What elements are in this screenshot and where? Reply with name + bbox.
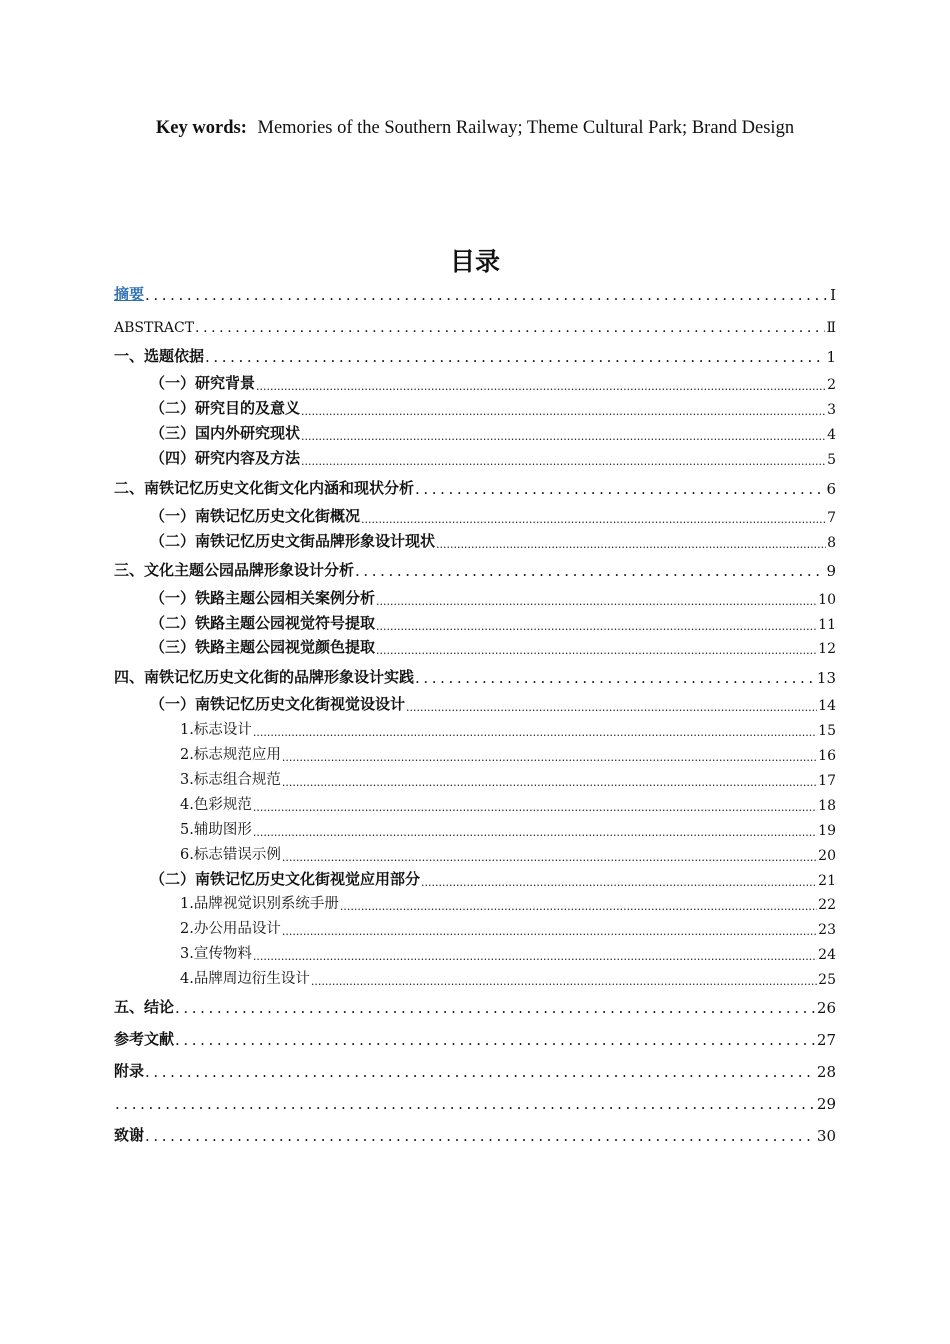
- toc-entry[interactable]: [150, 527, 836, 551]
- toc-entry-label: （一）南铁记忆历史文化街概况: [150, 507, 361, 525]
- toc-entry[interactable]: [114, 993, 836, 1017]
- toc-leader: [361, 508, 826, 526]
- toc-leader: [145, 286, 829, 304]
- toc-entry[interactable]: [180, 914, 836, 938]
- toc-entry-page: 16: [818, 748, 836, 764]
- toc-entry-label: 三、文化主题公园品牌形象设计分析: [114, 561, 355, 579]
- toc-entry[interactable]: [150, 609, 836, 633]
- toc-entry-label: （一）铁路主题公园相关案例分析: [150, 589, 376, 607]
- toc-entry-label[interactable]: 摘要: [114, 285, 145, 303]
- toc-entry-label: 二、南铁记忆历史文化街文化内涵和现状分析: [114, 479, 415, 497]
- toc-entry[interactable]: [180, 939, 836, 963]
- toc-entry-page: 25: [818, 972, 836, 988]
- toc-entry-page: Ⅱ: [826, 320, 836, 336]
- toc-leader: [436, 533, 826, 551]
- toc-entry-label: （四）研究内容及方法: [150, 449, 301, 467]
- toc-entry-label: 3.标志组合规范: [180, 772, 281, 788]
- toc-entry[interactable]: [150, 419, 836, 443]
- toc-entry-label: 四、南铁记忆历史文化街的品牌形象设计实践: [114, 668, 415, 686]
- toc-entry-page: 12: [818, 641, 836, 657]
- toc-entry-page: 2: [827, 377, 836, 393]
- toc-entry-page: 5: [827, 452, 836, 468]
- toc-leader: [145, 1063, 816, 1081]
- toc-entry[interactable]: [150, 633, 836, 657]
- toc-entry-label: 3.宣传物料: [180, 946, 252, 962]
- toc-leader: [415, 669, 816, 687]
- toc-leader: [175, 999, 816, 1017]
- toc-entry-page: 20: [818, 848, 836, 864]
- toc-entry-page: 14: [818, 698, 836, 714]
- toc-leader: [376, 590, 817, 608]
- toc-entry-label: （二）铁路主题公园视觉符号提取: [150, 614, 376, 632]
- toc-leader: [282, 846, 817, 864]
- toc-entry-label: 1.标志设计: [180, 722, 252, 738]
- toc-entry-label: 参考文献: [114, 1030, 175, 1048]
- toc-entry-label: 附录: [114, 1062, 145, 1080]
- toc-leader: [253, 796, 817, 814]
- toc-entry-page: 10: [818, 592, 836, 608]
- toc-entry[interactable]: [180, 790, 836, 814]
- toc-entry[interactable]: [114, 1025, 836, 1049]
- toc-leader: [195, 318, 825, 336]
- toc-entry[interactable]: [180, 740, 836, 764]
- toc-entry-label: （二）南铁记忆历史文化街视觉应用部分: [150, 870, 421, 888]
- toc-entry-label: ABSTRACT: [114, 320, 195, 336]
- toc-entry-page: 8: [827, 535, 836, 551]
- toc-entry-page: 9: [826, 562, 836, 580]
- toc-leader: [145, 1127, 816, 1145]
- toc-entry-page: 7: [827, 510, 836, 526]
- toc-entry-label: 一、选题依据: [114, 347, 205, 365]
- toc-leader: [205, 348, 825, 366]
- toc-leader: [355, 562, 825, 580]
- toc-leader: [253, 721, 817, 739]
- toc-leader: [406, 696, 817, 714]
- toc-entry[interactable]: [114, 1057, 836, 1081]
- toc-leader: [175, 1031, 816, 1049]
- toc-entry-page: 27: [816, 1031, 836, 1049]
- toc-entry-page: 26: [816, 999, 836, 1017]
- toc-leader: [301, 425, 826, 443]
- keywords-label: Key words:: [155, 118, 247, 138]
- toc-leader: [253, 821, 817, 839]
- toc-entry[interactable]: [150, 444, 836, 468]
- toc-entry-label: 2.标志规范应用: [180, 747, 281, 763]
- toc-title: 目录: [449, 247, 500, 276]
- toc-entry[interactable]: [150, 369, 836, 393]
- toc-entry-page: 3: [827, 402, 836, 418]
- toc-entry[interactable]: [180, 815, 836, 839]
- toc-entry-page: 28: [816, 1063, 836, 1081]
- keywords-line: [0, 118, 950, 139]
- toc-entry-abstract-en[interactable]: [114, 312, 836, 336]
- toc-entry[interactable]: [180, 889, 836, 913]
- toc-entry[interactable]: [180, 765, 836, 789]
- toc-entry-label: （二）研究目的及意义: [150, 399, 301, 417]
- toc-entry-page: 23: [818, 922, 836, 938]
- toc-entry[interactable]: [180, 840, 836, 864]
- toc-entry-page: 19: [818, 823, 836, 839]
- toc-entry-label: 5.辅助图形: [180, 822, 252, 838]
- toc-entry-page: 13: [816, 669, 836, 687]
- toc-entry[interactable]: [180, 715, 836, 739]
- toc-entry-label: （三）国内外研究现状: [150, 424, 301, 442]
- toc-entry-page: 29: [816, 1095, 836, 1113]
- toc-entry[interactable]: [114, 663, 836, 687]
- toc-leader: [340, 895, 817, 913]
- toc-entry[interactable]: [180, 964, 836, 988]
- toc-leader: [421, 871, 817, 889]
- toc-leader: [311, 970, 817, 988]
- toc-entry-label: 4.品牌周边衍生设计: [180, 971, 310, 987]
- toc-entry-label: （三）铁路主题公园视觉颜色提取: [150, 638, 376, 656]
- toc-entry[interactable]: [150, 584, 836, 608]
- toc-entry-label: 致谢: [114, 1126, 145, 1144]
- toc-entry-label: 2.办公用品设计: [180, 921, 281, 937]
- toc-entry[interactable]: [114, 1121, 836, 1145]
- toc-entry[interactable]: [114, 1089, 836, 1113]
- toc-entry-page: 15: [818, 723, 836, 739]
- toc-leader: [301, 450, 826, 468]
- toc-entry-page: 11: [818, 617, 836, 633]
- toc-leader: [282, 771, 817, 789]
- toc-entry-label: （一）研究背景: [150, 374, 256, 392]
- toc-entry-page: 4: [827, 427, 836, 443]
- toc-entry[interactable]: [150, 394, 836, 418]
- toc-leader: [256, 375, 826, 393]
- toc-entry-page: 1: [826, 348, 836, 366]
- toc-entry-label: （二）南铁记忆历史文街品牌形象设计现状: [150, 532, 436, 550]
- toc-entry[interactable]: [150, 502, 836, 526]
- toc-entry-page: Ⅰ: [830, 286, 836, 304]
- toc-entry-label: 五、结论: [114, 998, 175, 1016]
- toc-entry-label: 6.标志错误示例: [180, 847, 281, 863]
- toc-entry[interactable]: [114, 556, 836, 580]
- toc-leader: [282, 746, 817, 764]
- toc-entry-page: 24: [818, 947, 836, 963]
- toc-entry[interactable]: [150, 690, 836, 714]
- toc-leader: [301, 400, 826, 418]
- toc-entry[interactable]: [150, 865, 836, 889]
- toc-entry-label: 1.品牌视觉识别系统手册: [180, 896, 339, 912]
- toc-entry[interactable]: [114, 342, 836, 366]
- toc-entry-label: （一）南铁记忆历史文化街视觉设设计: [150, 695, 406, 713]
- toc-entry-abstract-cn[interactable]: [114, 280, 836, 304]
- toc-entry-page: 18: [818, 798, 836, 814]
- toc-entry-label: 4.色彩规范: [180, 797, 252, 813]
- toc-entry-page: 30: [816, 1127, 836, 1145]
- toc-entry-page: 17: [818, 773, 836, 789]
- toc-entry[interactable]: [114, 474, 836, 498]
- toc-leader: [282, 920, 817, 938]
- keywords-text: Memories of the Southern Railway; Theme Cultural Park; Brand Design: [257, 118, 795, 138]
- toc-leader: [115, 1095, 816, 1113]
- toc-entry-page: 6: [826, 480, 836, 498]
- toc-leader: [253, 945, 817, 963]
- toc-entry-page: 22: [818, 897, 836, 913]
- toc-leader: [376, 615, 817, 633]
- toc-leader: [376, 639, 817, 657]
- toc-leader: [415, 480, 825, 498]
- toc-entry-page: 21: [818, 873, 836, 889]
